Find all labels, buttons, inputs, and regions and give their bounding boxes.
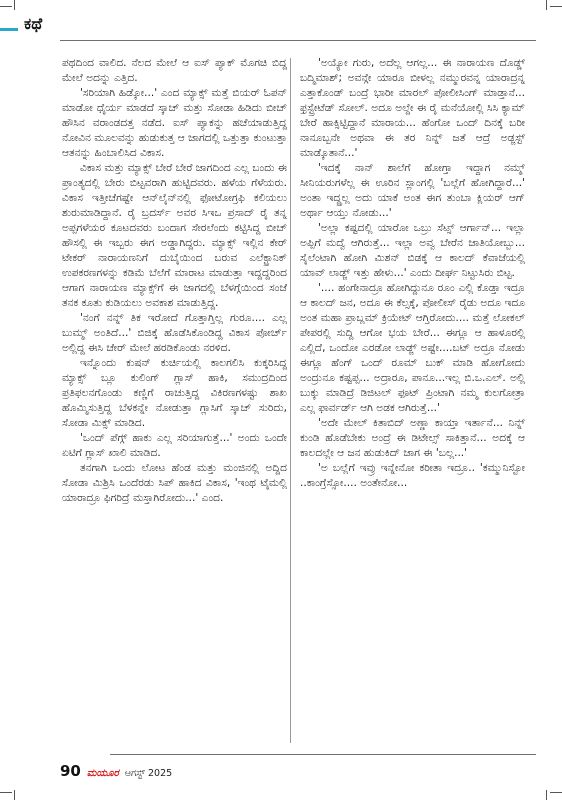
- right-column: [300, 56, 525, 746]
- paragraph: 'ಅದೇ ಮೇಲ್ ಕಿತಾಬಿದ್ ಅಣ್ಣಾ ಕಾಯ್ತಾ ಇರ್ತಾನೆ... ನಿನ್ನ್ ಕುಂಡಿ ಹೊಡೆಬೇಕು ಅಂದ್ರೆ ಈ ಡಿಟೇಲ್ಸ್ ಸಾಕಿತ್ತಾನೆ... ಅದಕ್ಕೆ ಆ ಕಾಲದಲ್ಲೇ ಆ ಜನ ಹುಡುಕಿದ್ ಜಾಗ ಈ 'ಬಲ್ಲ...': [300, 417, 525, 459]
- page-footer: [60, 762, 172, 780]
- paragraph: '.... ಹಂಗೇನಾದ್ರೂ ಹೋಗಿದ್ದುನೂ ರೂಂ ಎಲ್ಲಿ ಕೊಡ್ತಾ ಇದ್ರೂ ಆ ಕಾಲದ್ ಜನ, ಅದೂ ಈ ಕೆಲ್ಸಕ್ಕೆ, ಪೋಲೀಸ್ ರೈಡು ಅದೂ ಇದೂ ಅಂತ ಮಹಾ ಪ್ರಾಬ್ಲಮ್ ಕ್ರಿಯೇಟ್ ಆಗ್ತಿರೋದು.... ಮತ್ತೆ ಲೋಕಲ್ ಪೇಪರಲ್ಲಿ ಸುದ್ದಿ ಆಗೋ ಭಯ ಬೇರೆ... ಈಗ್ಲೂ ಆ ಹಾಳೂರಲ್ಲಿ ಎಲ್ಲಿದೆ, ಒಂದೋ ಎರಡೋ ಲಾಡ್ಜ್ ಅಷ್ಟೇ....ಬಟ್ ಅದ್ರೂ ನೋಡು ಈಗ್ಲೂ ಹೆಂಗ್ ಒಂದ್ ರೂಮ್ ಬುಕ್ ಮಾಡಿ ಹೋಗೋದು ಅಂದ್ರುನೂ ಕಷ್ಟಪ್ಪ... ಅದ್ರಾರೂ, ಪಾನೂ...ಇಲ್ಲ ಬಿ.ಒ.ಎಲ್. ಅಲ್ಲಿ ಬುಕ್ಕು ಮಾಡಿದ್ರೆ ಡಿಜಿಟಲ್ ಫೂಟ್ ಪ್ರಿಂಟಾಗಿ ನಮ್ಮ ಕುಲಗೋತ್ರಾ ಎಲ್ಲ ಫಾರ್ವರ್ಡ್ ಆಗಿ ಅಡಕ ಆಗಿರುತ್ತೆ...': [300, 282, 525, 414]
- paragraph: ವಿಕಾಸ ಮತ್ತು ಮ್ಯಾಕ್ಸ್ ಬೇರೆ ಬೇರೆ ಜಾಗದಿಂದ ಎಲ್ಲ ಬಂದು ಈ ಪ್ರಾಂತ್ಯದಲ್ಲಿ ಬೇರು ಬಿಟ್ಟವರಾಗಿ ಹುಟ್ಟಿದವರು. ಹಳೆಯ ಗೆಳೆಯರು. ವಿಕಾಸ ಇತ್ತೀಚೆಗಷ್ಟೇ ಆನ್‌ಲೈನ್‌ನಲ್ಲಿ ಫೋಟೋಗ್ರಫಿ ಕಲಿಯಲು ಶುರುಮಾಡಿದ್ದಾನೆ. ರೈ ಬ್ರದರ್ಸ್ ಅವರ ಸಿಇಒ ಪ್ರಸಾದ್ ರೈ ತನ್ನ ಅಪ್ಪಗಳೆಯರ ಕೂಟದವರು ಬಂದಾಗ ಸೇರಲೆಂದು ಕಟ್ಟಿಸಿದ್ದ ಬೀಚ್ ಹೌಸಲ್ಲಿ ಈ ಇಬ್ಬರು ಈಗ ಅಡ್ಡಾಗಿದ್ದರು. ಮ್ಯಾಕ್ಸ್ ಇಲ್ಲಿನ ಕೇರ್ ಟೇಕರ್ ನಾರಾಯಣನಿಗೆ ದುಬೈಯಿಂದ ಬರುವ ಎಲೆಕ್ಟ್ರಾನಿಕ್ ಉಪಕರಣಗಳನ್ನು ಕಡಿಮೆ ಬೆಲೆಗೆ ಮಾರಾಟ ಮಾಡುತ್ತಾ ಇದ್ದದ್ದರಿಂದ ಆಗಾಗ ನಾರಾಯಣ ಮ್ಯಾಕ್ಸ್‌ಗೆ ಈ ಜಾಗದಲ್ಲಿ ಬೆಳಗ್ಗೆಯಿಂದ ಸಂಜೆ ತನಕ ಕೂತು ಕುಡಿಯಲು ಅವಕಾಶ ಮಾಡುತ್ತಿದ್ದ.: [62, 162, 287, 309]
- crop-mark-tl-v: [14, 0, 15, 10]
- page-number: 90: [60, 762, 81, 780]
- crop-mark-br-v: [546, 790, 547, 800]
- crop-mark-bl-v: [14, 790, 15, 800]
- crop-mark-bl-h: [0, 792, 12, 793]
- crop-mark-tl-h: [0, 6, 12, 7]
- left-column: [62, 56, 287, 746]
- paragraph: 'ಇದಕ್ಕೆ ನಾನ್ ಶಾಲೆಗೆ ಹೋಗ್ತಾ ಇದ್ದಾಗ ನಮ್ಮ್ ಸೀನಿಯರುಗಳೆಲ್ಲ ಈ ಊರಿನ ಸ್ಲಾಂಗಲ್ಲಿ 'ಬಲ್ಲೆಗೆ ಹೋಗಿದ್ದಾರೆ...' ಅಂತಾ ಇದ್ದ್ರಲ್ಲ ಅದು ಯಾಕೆ ಅಂತ ಈಗ ತುಂಬಾ ಕ್ಲಿಯರ್ ಆಗ್ ಅರ್ಥಾ ಆಯ್ತು ನೋಡು...': [300, 162, 525, 219]
- issue-month: ಆಗಸ್ಟ್ 2025: [124, 768, 173, 779]
- paragraph: 'ಅ ಬಲ್ಲೆಗೆ ಇವ್ರು ಇನ್ನೇನೋ ಕರೀತಾ ಇದ್ರೂ.. 'ಕಮ್ಮುನಿಸ್ಟೋ ..ಕಾಂಗ್ರೆಸ್ಸೋ.... ಅಂತೇನೋ...: [300, 462, 525, 489]
- footer-rule: [110, 754, 536, 755]
- column-separator: [290, 58, 291, 743]
- crop-mark-br-h: [550, 792, 562, 793]
- header-rule: [60, 40, 536, 41]
- section-title: ಕಥೆ: [24, 14, 43, 33]
- magazine-logo: ಮಯೂರ: [86, 768, 119, 779]
- paragraph: 'ಅಯ್ಯೋ ಗುರು, ಅದೆಲ್ಲ ಆಗಲ್ಲ... ಈ ನಾರಾಯಣ ದೊಡ್ಡ್ ಬದ್ಮಿಮಾಶ್; ಅವನ್ಗೇ ಯಾರೂ ಬೀಳಲ್ಲ ನಮ್ಮುರವನ್ನ ಯಾರಾದ್ರನ್ನ ಎತ್ತಾಕೊಂಡ್ ಬಂದ್ರೆ ಭಾರೀ ಮಾರಲ್ ಪೋಲೀಸಿಂಗ್ ಮಾಡ್ತಾನೆ... ಫ್ರಸ್ಟ್ರೇಟೆಡ್ ಸೋಲ್. ಅದೂ ಅಲ್ದೇ ಈ ರೈ ಮನೆಯೋಲ್ಲಿ ಸಿಸಿ ಕ್ಯಾಮ್ ಬೇರೆ ಹಾಕ್ಸಿಟ್ಟಿದ್ದಾನೆ ಮಾರಾಯ... ಹೆಂಗೋ ಒಂದ್ ದಿನಕ್ಕೆ ಬರೀ ನಾನೂಬ್ಬನೇ ಅಥವಾ ಈ ತರ ನಿನ್ನ್ ಜತೆ ಆದ್ರೆ ಅಡ್ಜಸ್ಟ್ ಮಾಡ್ಕೊತಾನೆ...': [300, 57, 525, 159]
- paragraph: 'ಅಲ್ಲಾ ಕಷ್ಟದಲ್ಲಿ ಯಾರೋ ಒಬ್ರು ಸೆಟ್ಸ್ ಆರ್ಗಾನ್... ಇಲ್ಲಾ ಅಪ್ಪಿಗೆ ಮದ್ವೆ ಆಗಿರುತ್ತೆ... ಇಲ್ಲಾ ಅವ್ವ ಬೇರೆನ ಜಾತಿಯೋಬ್ಬು... ಸೈಲೆಂಟಾಗಿ ಹೋಗಿ ಮಿಶನ್ ಬಿಡಕ್ಕೆ ಆ ಕಾಲದ್ ಕೆವಾಜೆಯಲ್ಲಿ ಯಾವ್ ಲಾಡ್ಜ್ ಇತ್ತು ಹೇಳು...' ಎಂದು ದೀರ್ಘ ನಿಟ್ಟುಸಿರು ಬಿಟ್ಟ.: [300, 222, 525, 279]
- paragraph: 'ಒಂದ್ ಪೆಗ್ಗ್ ಹಾಕು ಎಲ್ಲ ಸರಿಯಾಗುತ್ತೆ...' ಅಂದು ಒಂದೇ ಏಟಿಗೆ ಗ್ಲಾಸ್ ಖಾಲಿ ಮಾಡಿದ.: [62, 432, 287, 459]
- paragraph: 'ನಂಗೆ ನನ್ನ್ ತಿಕ ಇರೋದೆ ಗೊತ್ತಾಗ್ತಿಲ್ಲ ಗುರೂ.... ಎಲ್ಲ ಬುಮ್ಮ್ ಅಂತಿದೆ...' ಬಿಜಿಕ್ಕೆ ಹೊಡೆಸಿಕೊಂಡಿದ್ದ ವಿಕಾಸ ಪೋರ್ಚ್ ಅಲ್ಲಿದ್ದ ಈಸಿ ಚೇರ್ ಮೇಲೆ ಹರಡಿಕೊಂಡು ನರಳಿದ.: [62, 312, 287, 354]
- section-accent-bar: [0, 28, 18, 31]
- paragraph: 'ಸರಿಯಾಗಿ ಹಿಡ್ಕೋ...' ಎಂದ ಮ್ಯಾಕ್ಸ್ ಮತ್ತೆ ಬಿಯರ್ ಓಪನ್ ಮಾಡೋ ಧೈರ್ಯ ಮಾಡದೆ ಸ್ಕಾಚ್ ಮತ್ತು ಸೋಡಾ ಹಿಡಿದು ಬೀಚ್ ಹೌಸಿನ ವರಾಂಡದತ್ತ ನಡೆದ. ಐಸ್ ಪ್ಯಾಕನ್ನು ಹಚೆಯಾಡುತ್ತಿದ್ದ ನೋವಿನ ಮೂಲವನ್ನು ಹುಡುಕುತ್ತ ಆ ಜಾಗದಲ್ಲಿ ಒತ್ತುತ್ತಾ ಕುಂಟುತ್ತಾ ಆತನನ್ನು ಹಿಂಬಾಲಿಸಿದ ವಿಕಾಸ.: [62, 87, 287, 159]
- paragraph: ತನಗಾಗಿ ಒಂದು ಲೋಟ ಹೆಂಡ ಮತ್ತು ಮಂಜಿನಲ್ಲಿ ಅದ್ದಿದ ಸೋಡಾ ಮಿಶ್ರಿಸಿ ಒಂದೆರಡು ಸಿಪ್ ಹಾಕಿದ ವಿಕಾಸ, 'ಇಂಥ ಟೈಮಲ್ಲಿ ಯಾರಾದ್ರೂ ಫಿಗರಿದ್ರೆ ಮಸ್ತಾಗಿರೋದು...' ಎಂದ.: [62, 462, 287, 504]
- paragraph: ಇನ್ನೊಂದು ಕುಷನ್ ಕುರ್ಚಿಯಲ್ಲಿ ಕಾಲಗಲಿಸಿ ಕುಕ್ಕರಿಸಿದ್ದ ಮ್ಯಾಕ್ಸ್ ಬ್ಲೂ ಕುಲಿಂಗ್ ಗ್ಲಾಸ್ ಹಾಕಿ, ಸಮುದ್ರದಿಂದ ಪ್ರತಿಫಲನಗೊಂಡು ಕಣ್ಣಿಗೆ ರಾಚುತ್ತಿದ್ದ ವಿಕಿರಣಗಳಷ್ಟು ಶಾಖ ಹೊಮ್ಮಿಸುತ್ತಿದ್ದ ಬೆಳಕನ್ನೇ ನೋಡುತ್ತಾ ಗ್ಲಾಸಿಗೆ ಸ್ಕಾಚ್ ಸುರಿದು, ಸೋಡಾ ಮಿಕ್ಸ್ ಮಾಡಿದ.: [62, 357, 287, 429]
- crop-mark-tr-v: [546, 0, 547, 10]
- crop-mark-tr-h: [550, 6, 562, 7]
- paragraph: ಪಥದಿಂದ ವಾಲಿದ. ನೆಲದ ಮೇಲೆ ಆ ಐಸ್ ಪ್ಯಾಕ್ ಮೊಗಚಿ ಬಿದ್ದ ಮೇಲೆ ಅದನ್ನು ಎತ್ತಿದ.: [62, 57, 287, 84]
